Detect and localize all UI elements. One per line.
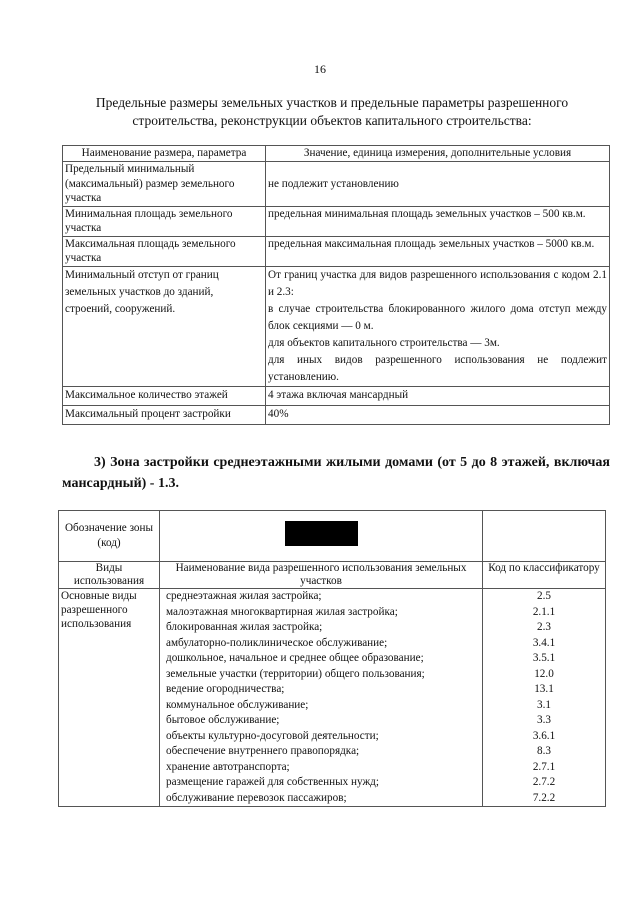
setback-text-4: для иных видов разрешенного использования не подлежит установлению. (268, 353, 607, 383)
section-heading: 3) Зона застройки среднеэтажными жилыми домами (от 5 до 8 этажей, включая мансардный) - 1.3. (62, 455, 610, 491)
header-use-types: Виды использования (59, 562, 160, 589)
parameter-name: Максимальный процент застройки (63, 405, 266, 424)
classifier-code: 2.7.1 (532, 760, 556, 773)
header-parameter-value: Значение, единица измерения, дополнительные условия (266, 146, 610, 162)
parameter-value: предельная максимальная площадь земельных участков – 5000 кв.м. (266, 236, 610, 266)
list-item: хранение автотранспорта; (166, 760, 290, 773)
zone-empty-cell (483, 511, 606, 562)
header-parameter-name: Наименование размера, параметра (63, 146, 266, 162)
classifier-code: 7.2.2 (532, 791, 556, 804)
list-item: размещение гаражей для собственных нужд; (166, 776, 379, 788)
zone-table-header (59, 562, 606, 589)
parameter-name: Минимальная площадь земельного участка (63, 206, 266, 236)
list-item: среднеэтажная жилая застройка; (166, 590, 322, 602)
title-line-1: Предельные размеры земельных участков и предельные параметры разрешенного (95, 95, 569, 110)
zone-label: Обозначение зоны (код) (59, 511, 160, 562)
list-item: обслуживание перевозок пассажиров; (166, 791, 347, 804)
header-classifier-code: Код по классификатору (483, 562, 606, 589)
classifier-code: 3.5.1 (532, 652, 556, 664)
classifier-code: 12.0 (534, 667, 554, 680)
redacted-zone-code (285, 521, 358, 546)
parameter-value: 40% (266, 405, 610, 424)
zone-table (58, 510, 606, 807)
table-row (63, 266, 610, 386)
setback-text-1: От границ участка для видов разрешенного использования с кодом 2.1 и 2.3: (268, 268, 607, 298)
zone-code-row (59, 511, 606, 562)
parameter-name: Минимальный отступ от границ земельных участков до зданий, строений, сооружений. (63, 266, 266, 386)
table-row (63, 386, 610, 405)
classifier-codes-cell (483, 589, 606, 807)
zone-code-cell (160, 511, 483, 562)
classifier-code: 3.1 (537, 698, 551, 711)
page-title (58, 94, 606, 130)
parameter-name: Максимальное количество этажей (63, 386, 266, 405)
use-category: Основные виды разрешенного использования (59, 589, 160, 807)
list-item: обеспечение внутреннего правопорядка; (166, 745, 360, 757)
parameter-name: Максимальная площадь земельного участка (63, 236, 266, 266)
classifier-code: 2.1.1 (532, 605, 556, 618)
list-item: амбулаторно-поликлиническое обслуживание; (166, 636, 388, 649)
list-item: ведение огородничества; (166, 683, 285, 695)
table-row (59, 589, 606, 807)
title-line-2: строительства, реконструкции объектов капитального строительства: (132, 113, 532, 128)
parameters-table-header (63, 146, 610, 162)
list-item: объекты культурно-досуговой деятельности; (166, 729, 379, 742)
classifier-code: 3.6.1 (532, 729, 556, 742)
list-item: дошкольное, начальное и среднее общее образование; (166, 652, 424, 664)
use-names-cell (160, 589, 483, 807)
table-row (63, 162, 610, 207)
table-row (63, 236, 610, 266)
list-item: коммунальное обслуживание; (166, 698, 309, 711)
setback-text-2: в случае строительства блокированного жилого дома отступ между блок секциями — 0 м. (268, 302, 607, 332)
setback-text-3: для объектов капитального строительства — 3м. (268, 336, 500, 349)
classifier-code: 2.5 (537, 590, 551, 602)
page-number: 16 (314, 62, 326, 76)
classifier-code: 8.3 (537, 745, 551, 757)
classifier-code: 3.3 (537, 714, 551, 726)
classifier-code: 2.7.2 (532, 776, 556, 788)
list-item: блокированная жилая застройка; (166, 621, 323, 633)
parameter-value: предельная минимальная площадь земельных участков – 500 кв.м. (266, 206, 610, 236)
parameter-value (266, 266, 610, 386)
list-item: малоэтажная многоквартирная жилая застройка; (166, 605, 398, 618)
parameter-value: 4 этажа включая мансардный (266, 386, 610, 405)
classifier-code: 2.3 (537, 621, 551, 633)
classifier-code: 3.4.1 (532, 636, 556, 649)
classifier-code: 13.1 (534, 683, 554, 695)
table-row (63, 405, 610, 424)
parameter-value: не подлежит установлению (266, 162, 610, 207)
parameter-name: Предельный минимальный (максимальный) размер земельного участка (63, 162, 266, 207)
table-row (63, 206, 610, 236)
parameters-table (62, 145, 610, 425)
list-item: земельные участки (территории) общего пользования; (166, 667, 425, 680)
header-use-name: Наименование вида разрешенного использования земельных участков (160, 562, 483, 589)
list-item: бытовое обслуживание; (166, 714, 280, 726)
